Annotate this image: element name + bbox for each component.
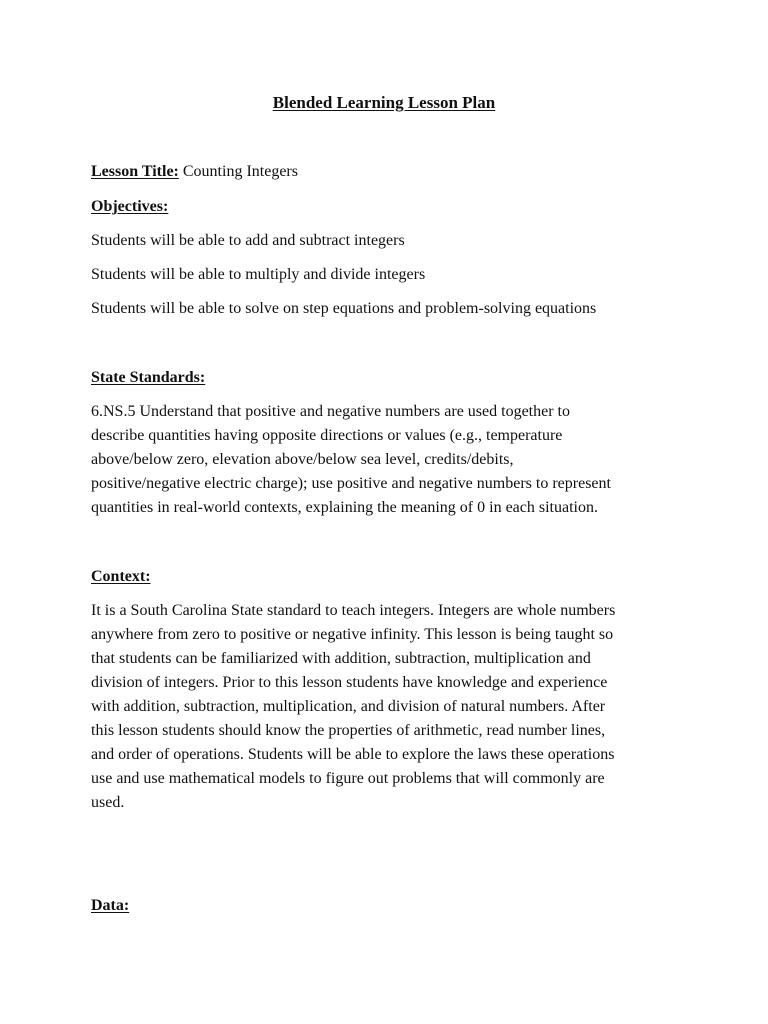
paragraph-line: and order of operations. Students will be able to explore the laws these operations	[91, 746, 615, 763]
paragraph-line: above/below zero, elevation above/below sea level, credits/debits,	[91, 451, 514, 468]
document-title: Blended Learning Lesson Plan	[272, 93, 496, 112]
paragraph-line: used.	[91, 794, 125, 811]
lesson-title-value: Counting Integers	[182, 163, 298, 180]
objective-item: Students will be able to solve on step equations and problem-solving equations	[91, 300, 597, 317]
state-standards-heading: State Standards:	[91, 369, 206, 386]
state-standards-paragraph	[91, 400, 681, 520]
paragraph-line: use and use mathematical models to figure out problems that will commonly are	[91, 770, 605, 787]
paragraph-line: 6.NS.5 Understand that positive and negative numbers are used together to	[91, 403, 570, 420]
paragraph-line: It is a South Carolina State standard to teach integers. Integers are whole numbers	[91, 602, 616, 619]
paragraph-line: division of integers. Prior to this lesson students have knowledge and experience	[91, 674, 608, 691]
paragraph-line: this lesson students should know the properties of arithmetic, read number lines,	[91, 722, 606, 739]
paragraph-line: that students can be familiarized with addition, subtraction, multiplication and	[91, 650, 591, 667]
lesson-title-label: Lesson Title:	[91, 163, 179, 180]
paragraph-line: describe quantities having opposite directions or values (e.g., temperature	[91, 427, 563, 444]
lesson-title-line	[91, 161, 691, 183]
objectives-heading: Objectives:	[91, 198, 169, 215]
paragraph-line: positive/negative electric charge); use positive and negative numbers to represent	[91, 475, 611, 492]
context-heading: Context:	[91, 568, 151, 585]
data-heading: Data:	[91, 897, 130, 914]
paragraph-line: quantities in real-world contexts, explaining the meaning of 0 in each situation.	[91, 499, 598, 516]
paragraph-line: with addition, subtraction, multiplication, and division of natural numbers. After	[91, 698, 606, 715]
objective-item: Students will be able to multiply and divide integers	[91, 266, 426, 283]
objective-item: Students will be able to add and subtract integers	[91, 232, 405, 249]
context-paragraph	[91, 599, 681, 815]
paragraph-line: anywhere from zero to positive or negative infinity. This lesson is being taught so	[91, 626, 614, 643]
